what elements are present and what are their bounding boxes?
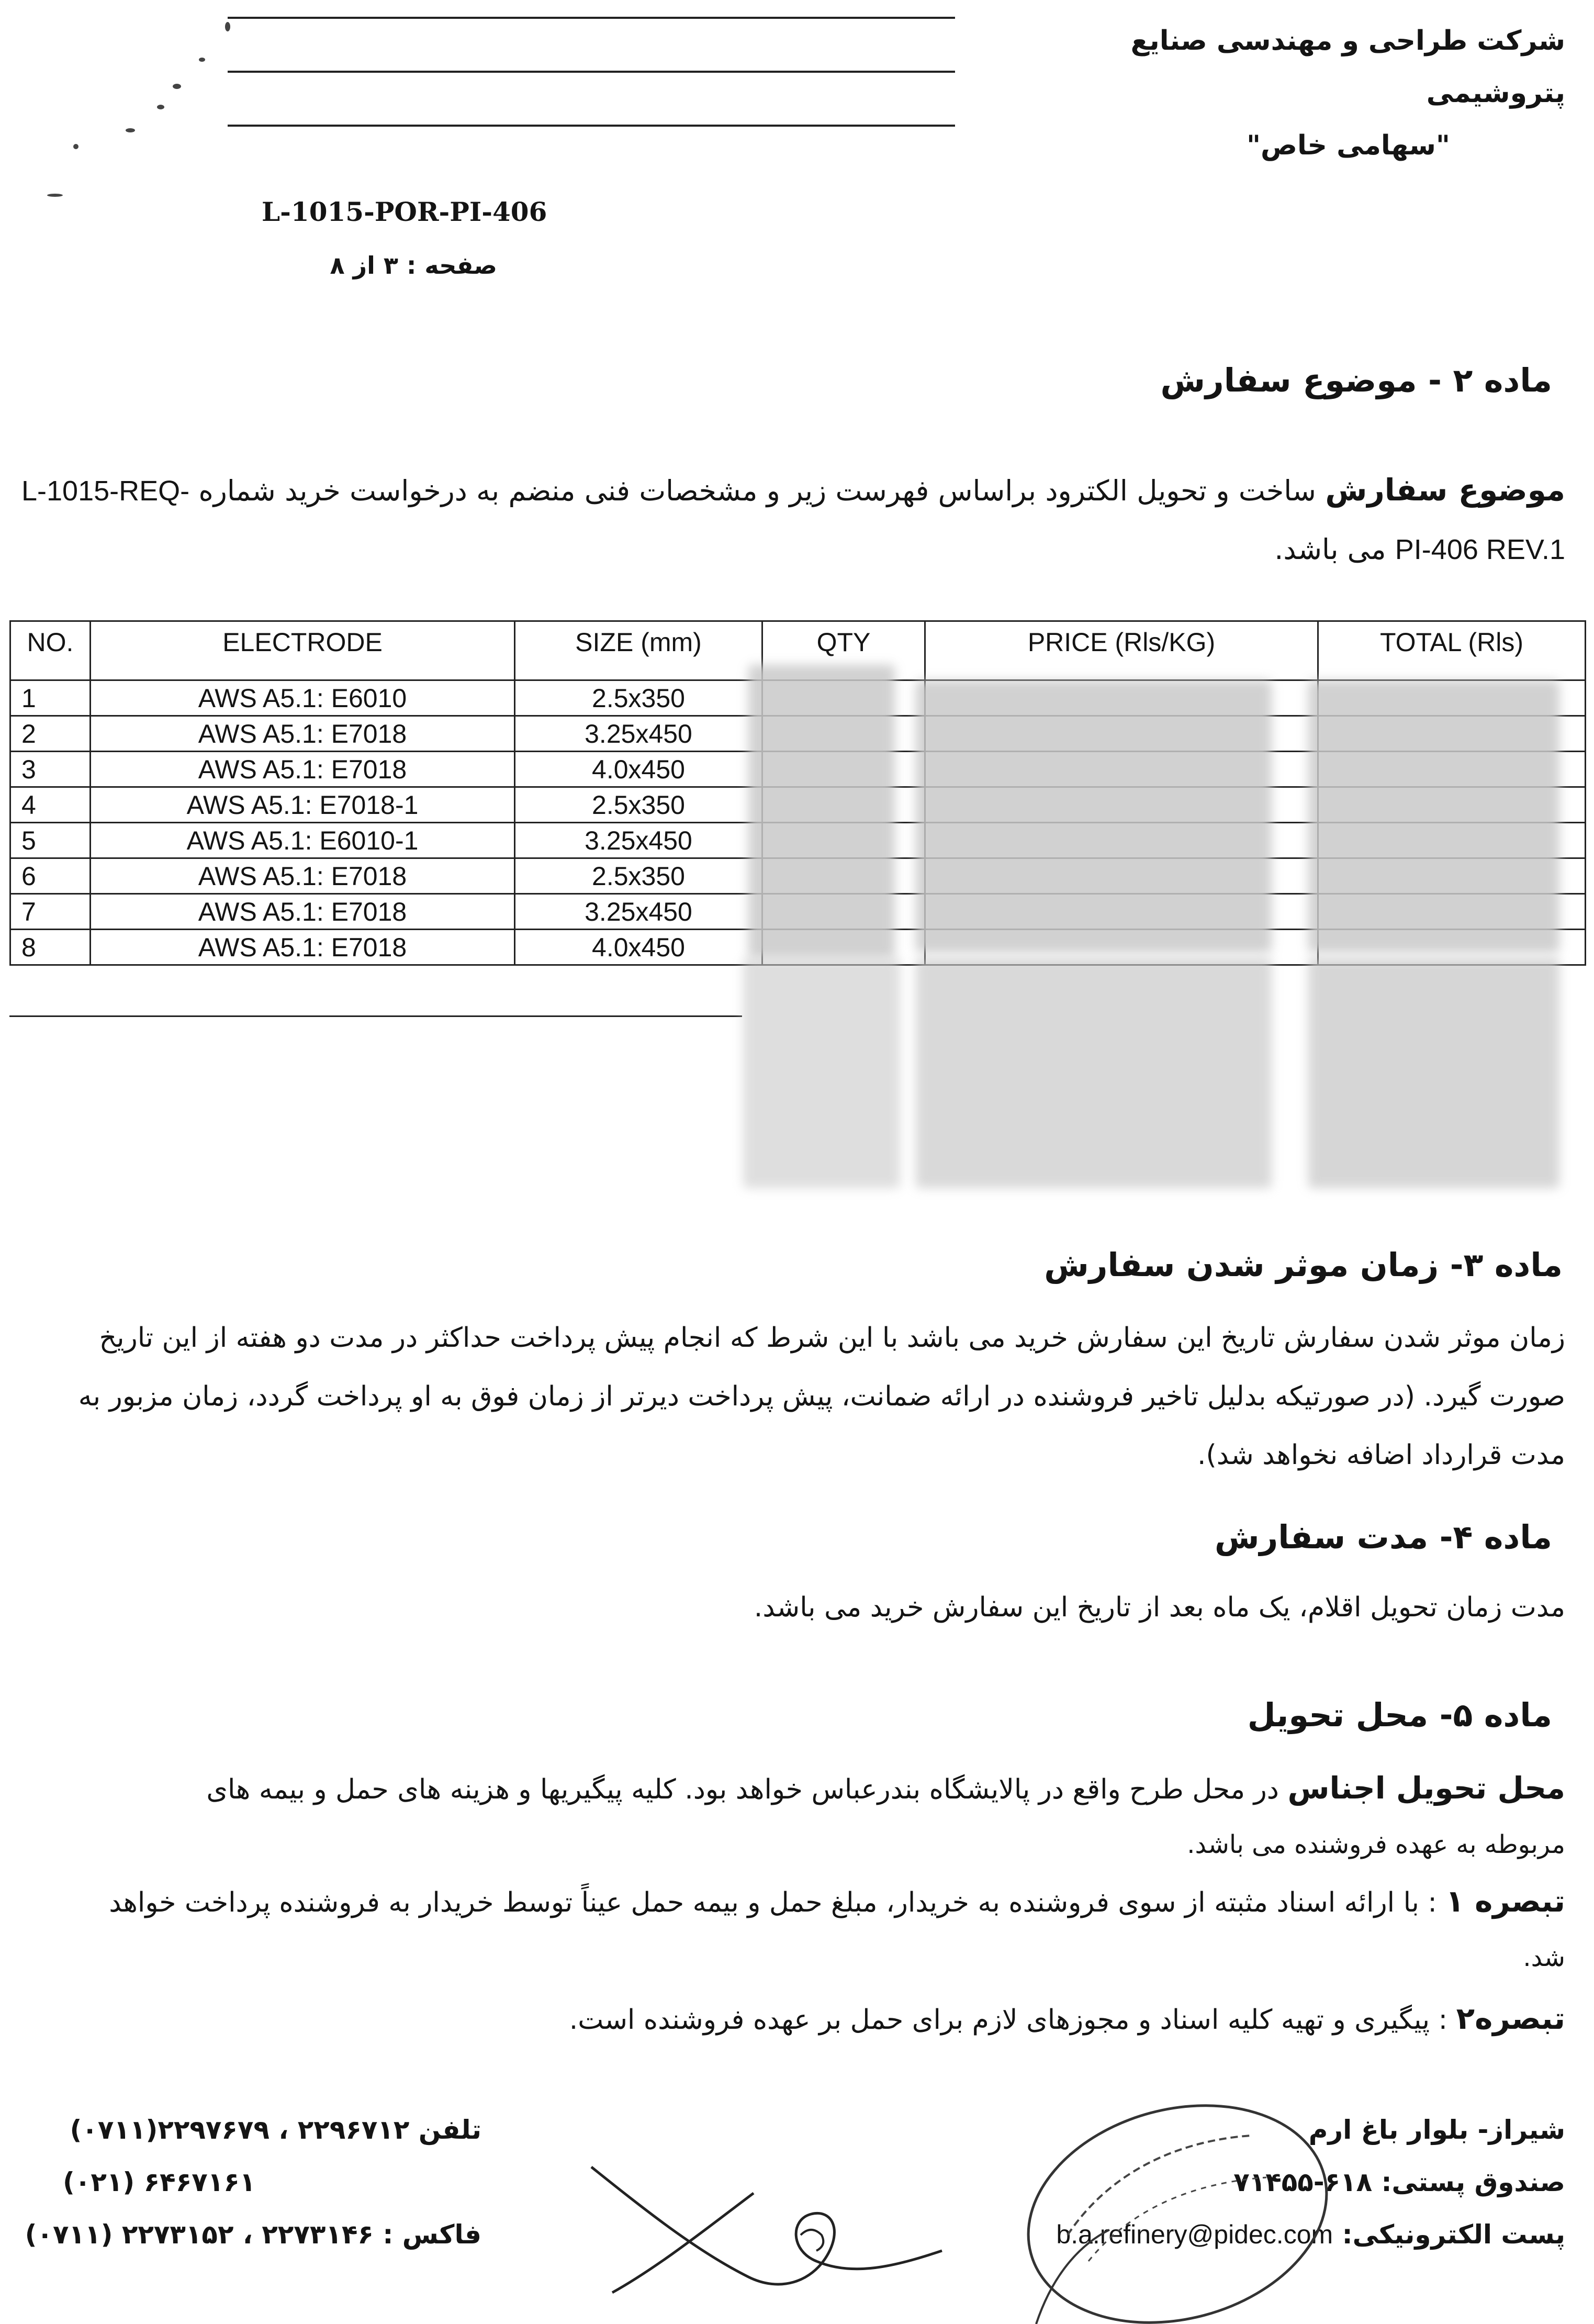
section5-line1-rest: در محل طرح واقع در پالایشگاه بندرعباس خواهد بود. کلیه پیگیریها و هزینه های حمل و بیمه های xyxy=(206,1774,1288,1805)
row-no: 6 xyxy=(10,858,91,894)
row-no: 7 xyxy=(10,894,91,930)
section5-lead: محل تحویل اجناس xyxy=(1287,1770,1565,1806)
note1 xyxy=(21,1872,1565,1932)
row-no: 1 xyxy=(10,680,91,716)
section2-heading: ماده ۲ - موضوع سفارش xyxy=(1160,361,1552,399)
document-number: L-1015-POR-PI-406 xyxy=(262,196,547,227)
row-size: 3.25x450 xyxy=(515,823,762,858)
row-size: 2.5x350 xyxy=(515,787,762,823)
footer-email: b.a.refinery@pidec.com xyxy=(1056,2220,1333,2249)
company-name xyxy=(1042,15,1565,172)
note1-label: تبصره ۱ xyxy=(1445,1883,1565,1919)
company-name-line1: شرکت طراحی و مهندسی صنایع پتروشیمی xyxy=(1130,25,1565,109)
note2 xyxy=(21,1989,1565,2049)
row-no: 5 xyxy=(10,823,91,858)
table-bottom-rule xyxy=(9,1015,742,1017)
section5-line2: مربوطه به عهده فروشنده می باشد. xyxy=(1187,1830,1565,1859)
header-rule-1 xyxy=(228,17,955,19)
footer-phone: ۲۲۹۶۷۱۲ ، ۲۲۹۷۶۷۹(۰۷۱۱) xyxy=(70,2115,410,2145)
section5-line1 xyxy=(21,1759,1565,1819)
row-size: 2.5x350 xyxy=(515,680,762,716)
row-electrode: AWS A5.1: E7018 xyxy=(91,894,515,930)
page-info: صفحه : ۳ از ۸ xyxy=(330,251,497,280)
row-electrode: AWS A5.1: E7018 xyxy=(91,930,515,965)
note2-label: تبصره۲ xyxy=(1456,2001,1565,2036)
footer-phone-label: تلفن xyxy=(418,2115,481,2145)
purchase-request-ref: L-1015-REQ-PI-406 REV.1 xyxy=(21,475,1565,565)
row-electrode: AWS A5.1: E6010 xyxy=(91,680,515,716)
footer-fax: ۲۲۷۳۱۴۶ ، ۲۲۷۳۱۵۲ (۰۷۱۱) xyxy=(25,2219,374,2250)
footer-phone-row xyxy=(63,2115,481,2145)
section3-line1: زمان موثر شدن سفارش تاریخ این سفارش خرید می باشد با این شرط که انجام پیش پرداخت حداکثر در مدت دو هفته از این تاریخ xyxy=(99,1322,1565,1354)
footer-fax-row xyxy=(25,2219,481,2250)
note1-continuation: شد. xyxy=(1523,1943,1565,1972)
section2-paragraph xyxy=(21,461,1565,579)
row-electrode: AWS A5.1: E6010-1 xyxy=(91,823,515,858)
row-electrode: AWS A5.1: E7018 xyxy=(91,858,515,894)
row-electrode: AWS A5.1: E7018 xyxy=(91,752,515,787)
row-no: 3 xyxy=(10,752,91,787)
row-no: 8 xyxy=(10,930,91,965)
col-no: NO. xyxy=(10,621,91,680)
col-electrode: ELECTRODE xyxy=(91,621,515,680)
section4-line1: مدت زمان تحویل اقلام، یک ماه بعد از تاریخ این سفارش خرید می باشد. xyxy=(754,1592,1565,1623)
col-size: SIZE (mm) xyxy=(515,621,762,680)
footer-pobox: صندوق پستی: ۶۱۸-۷۱۴۵۵ xyxy=(1233,2167,1565,2197)
section3-heading: ماده ۳- زمان موثر شدن سفارش xyxy=(1044,1246,1563,1284)
signature xyxy=(581,2146,947,2303)
section2-text-1: ساخت و تحویل الکترود براساس فهرست زیر و مشخصات فنی منضم به درخواست خرید شماره xyxy=(189,474,1326,507)
row-no: 4 xyxy=(10,787,91,823)
section3-line2: صورت گیرد. (در صورتیکه بدلیل تاخیر فروشنده در ارائه ضمانت، پیش پرداخت دیرتر از زمان فوق به او پرداخت گردد، زمان مزبور به xyxy=(78,1381,1565,1412)
company-name-line2: "سهامی خاص" xyxy=(1246,130,1450,161)
header-rule-2 xyxy=(228,71,955,73)
section2-lead: موضوع سفارش xyxy=(1325,472,1565,508)
section3-line3: مدت قرارداد اضافه نخواهد شد). xyxy=(1197,1439,1565,1471)
redacted-price-area xyxy=(743,665,1580,1193)
row-no: 2 xyxy=(10,716,91,752)
row-electrode: AWS A5.1: E7018 xyxy=(91,716,515,752)
footer-address: شیراز- بلوار باغ ارم xyxy=(1308,2115,1565,2145)
row-size: 2.5x350 xyxy=(515,858,762,894)
note2-text: : پیگیری و تهیه کلیه اسناد و مجوزهای لازم برای حمل بر عهده فروشنده است. xyxy=(569,2004,1456,2036)
section2-text-2: می باشد. xyxy=(1274,533,1395,566)
row-size: 4.0x450 xyxy=(515,930,762,965)
col-qty: QTY xyxy=(762,621,925,680)
footer-email-label: پست الکترونیکی: xyxy=(1342,2219,1565,2250)
section5-heading: ماده ۵- محل تحویل xyxy=(1247,1696,1552,1734)
row-electrode: AWS A5.1: E7018-1 xyxy=(91,787,515,823)
note1-text: : با ارائه اسناد مثبته از سوی فروشنده به خریدار، مبلغ حمل و بیمه حمل عیناً توسط خریدار به فروشنده پرداخت خواهد xyxy=(109,1887,1446,1918)
company-stamp xyxy=(1005,2078,1382,2324)
footer-phone2: (۰۲۱) ۶۴۶۷۱۶۱ xyxy=(63,2167,256,2197)
row-size: 3.25x450 xyxy=(515,716,762,752)
header-rule-3 xyxy=(228,125,955,127)
col-price: PRICE (Rls/KG) xyxy=(925,621,1318,680)
row-size: 4.0x450 xyxy=(515,752,762,787)
footer-fax-label: فاکس : xyxy=(383,2219,481,2250)
col-total: TOTAL (Rls) xyxy=(1318,621,1586,680)
row-size: 3.25x450 xyxy=(515,894,762,930)
section4-heading: ماده ۴- مدت سفارش xyxy=(1214,1518,1552,1556)
